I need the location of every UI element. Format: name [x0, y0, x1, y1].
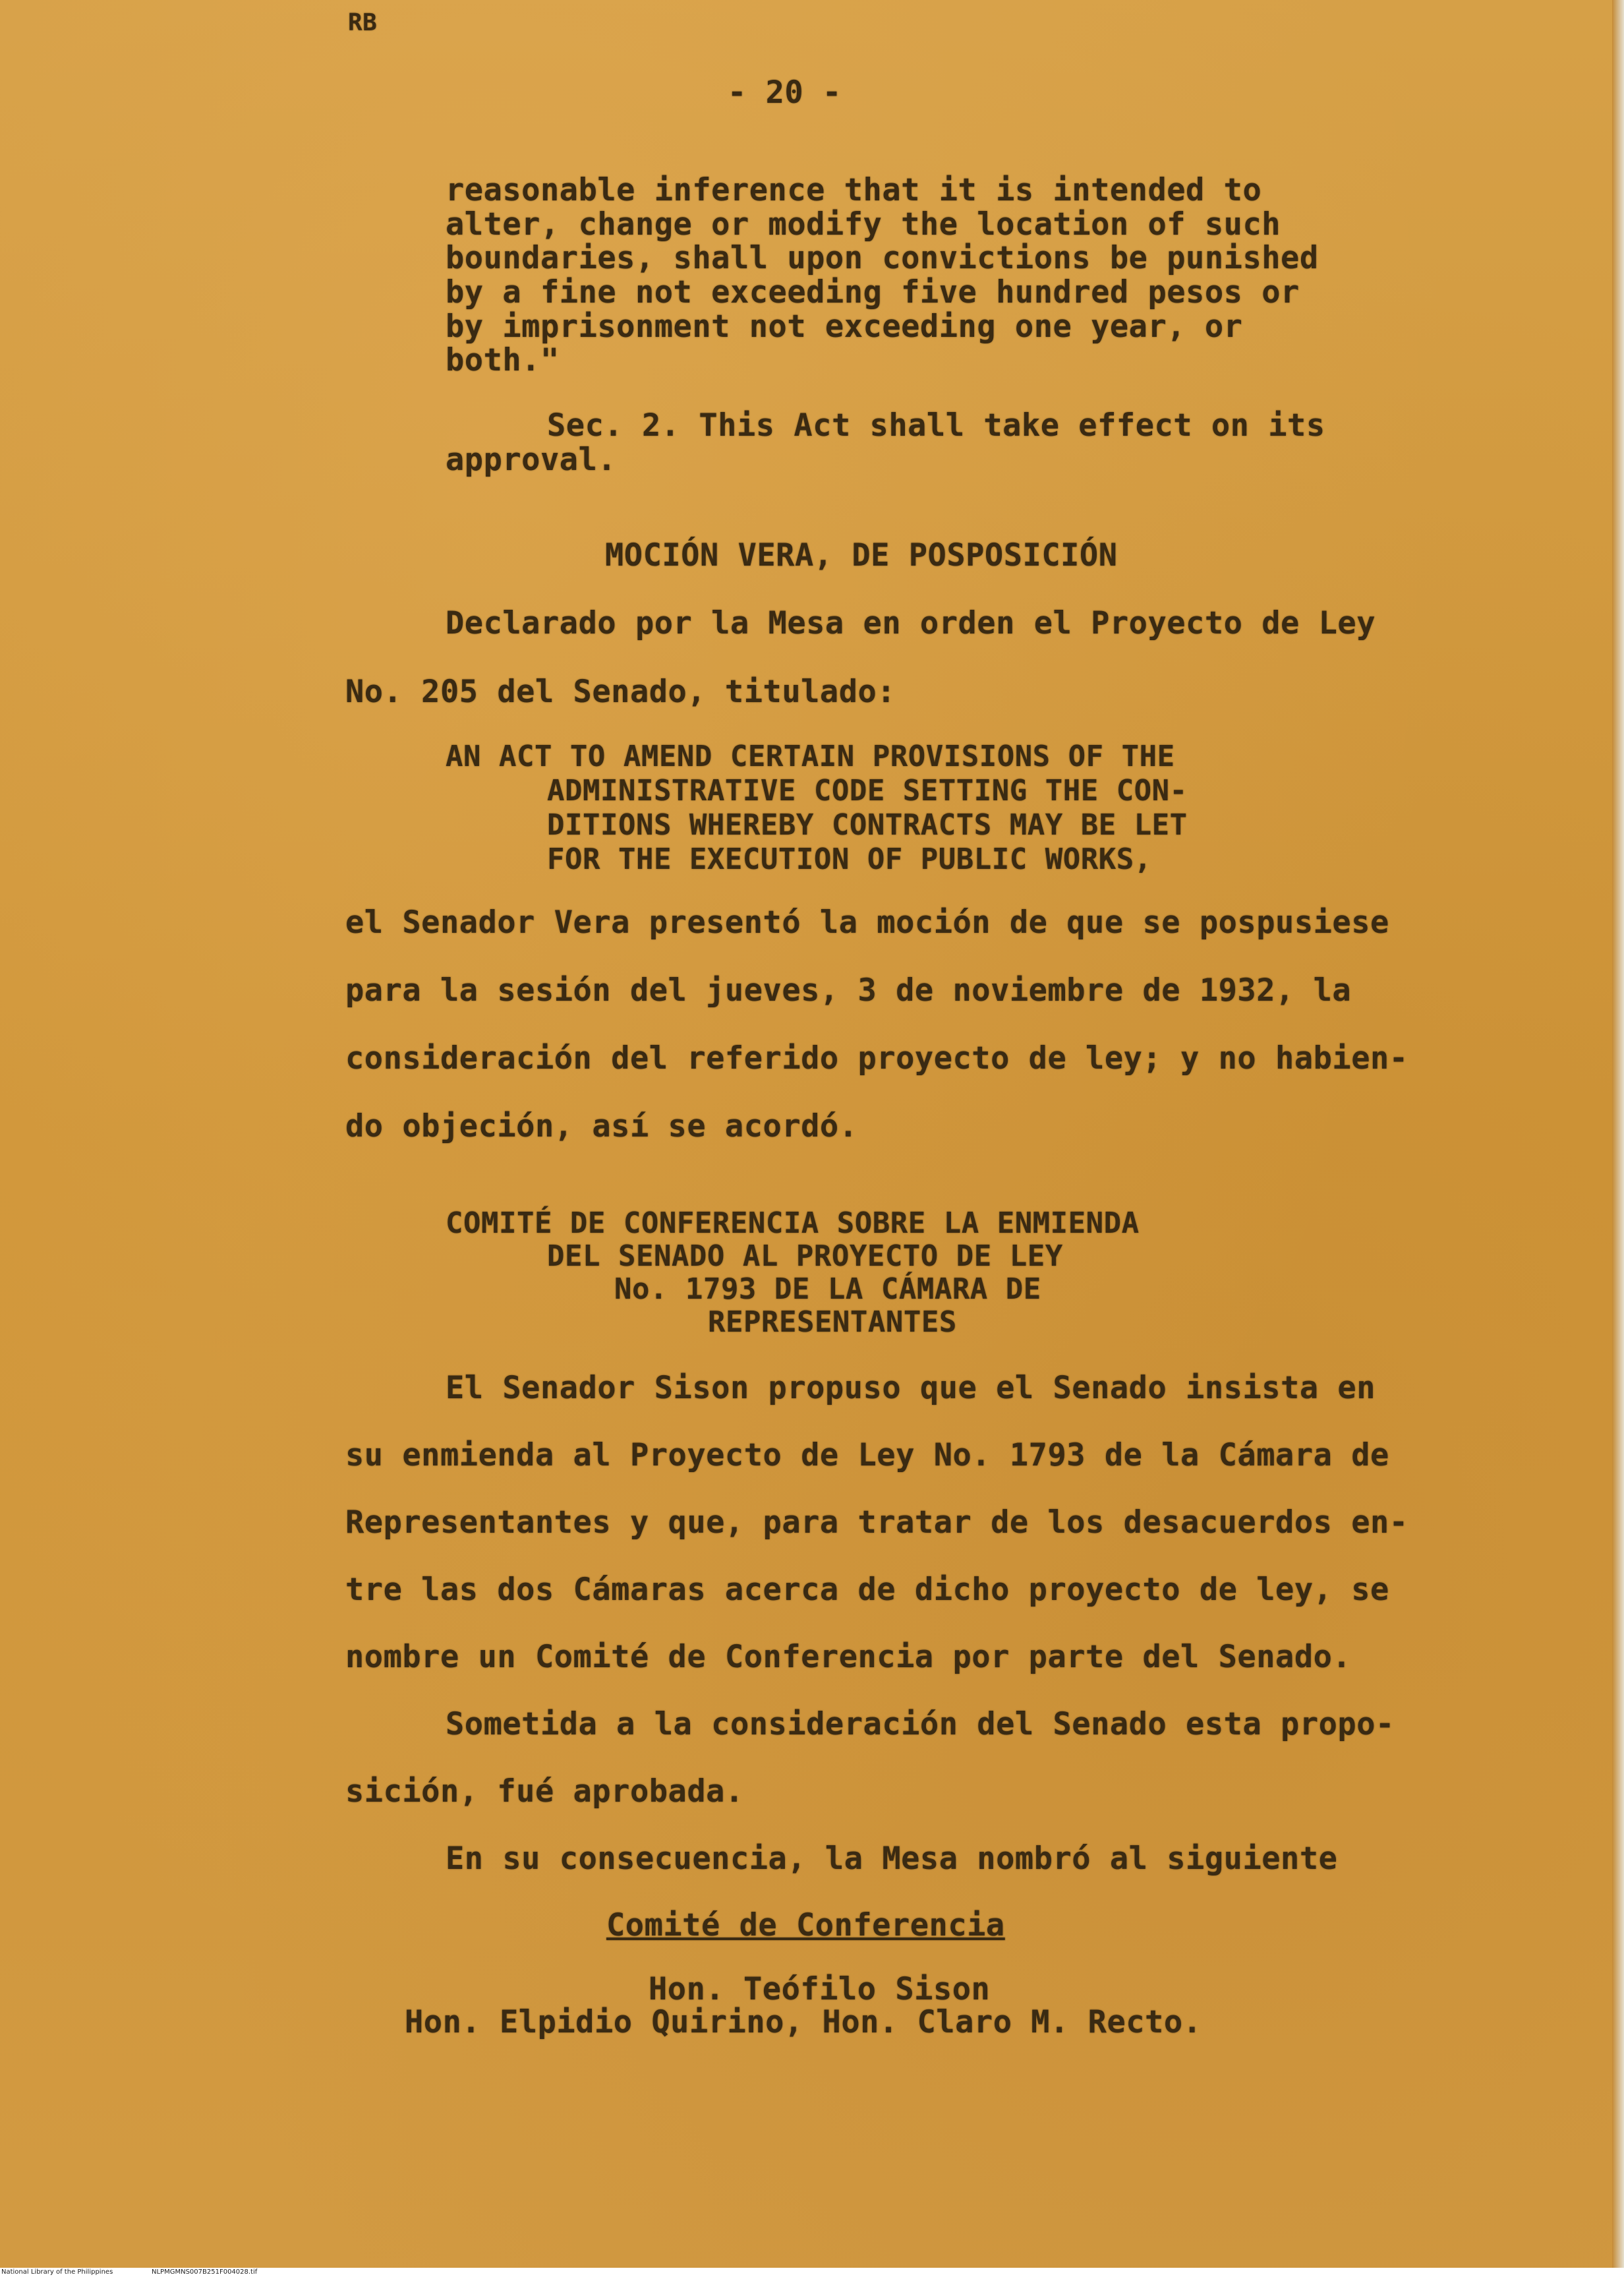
mocion-body-line: consideración del referido proyecto de ley; y no habien- — [345, 1040, 1408, 1077]
act-title-line: FOR THE EXECUTION OF PUBLIC WORKS, — [547, 843, 1152, 876]
committee-member-line: Hon. Elpidio Quirino, Hon. Claro M. Recto. — [405, 2004, 1202, 2040]
section-two-line: Sec. 2. This Act shall take effect on its — [547, 407, 1325, 444]
footer-file-id: NLPMGMNS007B251F004028.tif — [152, 2268, 258, 2276]
comite-paragraph-line: En su consecuencia, la Mesa nombró al siguiente — [446, 1841, 1338, 1877]
footer-library: National Library of the Philippines — [1, 2268, 113, 2276]
page-number: - 20 - — [728, 74, 842, 111]
comite-heading-line: REPRESENTANTES — [708, 1305, 957, 1339]
comite-paragraph-line: Sometida a la consideración del Senado esta propo- — [446, 1706, 1395, 1742]
section-two-line: approval. — [446, 442, 617, 478]
act-title-line: ADMINISTRATIVE CODE SETTING THE CON- — [547, 774, 1188, 808]
committee-title: Comité de Conferencia — [606, 1907, 1005, 1943]
comite-heading-line: DEL SENADO AL PROYECTO DE LEY — [547, 1239, 1063, 1273]
quote-line: reasonable inference that it is intended to — [446, 172, 1262, 208]
mocion-intro-line: Declarado por la Mesa en orden el Proyecto de Ley — [446, 605, 1376, 641]
comite-paragraph-line: Representantes y que, para tratar de los desacuerdos en- — [345, 1504, 1408, 1541]
comite-paragraph-line: sición, fué aprobada. — [345, 1773, 744, 1810]
quote-line: alter, change or modify the location of such — [446, 206, 1281, 243]
comite-heading-line: COMITÉ DE CONFERENCIA SOBRE LA ENMIENDA — [446, 1206, 1140, 1240]
quote-line: by imprisonment not exceeding one year, or — [446, 309, 1243, 345]
quote-line: by a fine not exceeding five hundred pesos or — [446, 274, 1300, 310]
page-edge — [1612, 0, 1624, 2268]
comite-paragraph-line: tre las dos Cámaras acerca de dicho proyecto de ley, se — [345, 1572, 1389, 1608]
quote-line: both." — [446, 342, 560, 378]
mocion-body-line: el Senador Vera presentó la moción de que se pospusiese — [345, 904, 1389, 941]
act-title-line: AN ACT TO AMEND CERTAIN PROVISIONS OF THE — [446, 740, 1175, 773]
comite-heading-line: No. 1793 DE LA CÁMARA DE — [614, 1272, 1041, 1306]
typist-initials: RB — [348, 9, 378, 36]
mocion-intro-line: No. 205 del Senado, titulado: — [345, 674, 896, 710]
comite-paragraph-line: su enmienda al Proyecto de Ley No. 1793 de la Cámara de — [345, 1437, 1389, 1473]
quote-line: boundaries, shall upon convictions be punished — [446, 240, 1319, 276]
comite-paragraph-line: El Senador Sison propuso que el Senado insista en — [446, 1370, 1376, 1406]
committee-member-line: Hon. Teófilo Sison — [649, 1971, 991, 2007]
comite-paragraph-line: nombre un Comité de Conferencia por parte del Senado. — [345, 1639, 1352, 1675]
mocion-body-line: do objeción, así se acordó. — [345, 1108, 858, 1144]
mocion-heading: MOCIÓN VERA, DE POSPOSICIÓN — [605, 537, 1118, 574]
mocion-body-line: para la sesión del jueves, 3 de noviembre de 1932, la — [345, 972, 1352, 1009]
act-title-line: DITIONS WHEREBY CONTRACTS MAY BE LET — [547, 808, 1188, 842]
